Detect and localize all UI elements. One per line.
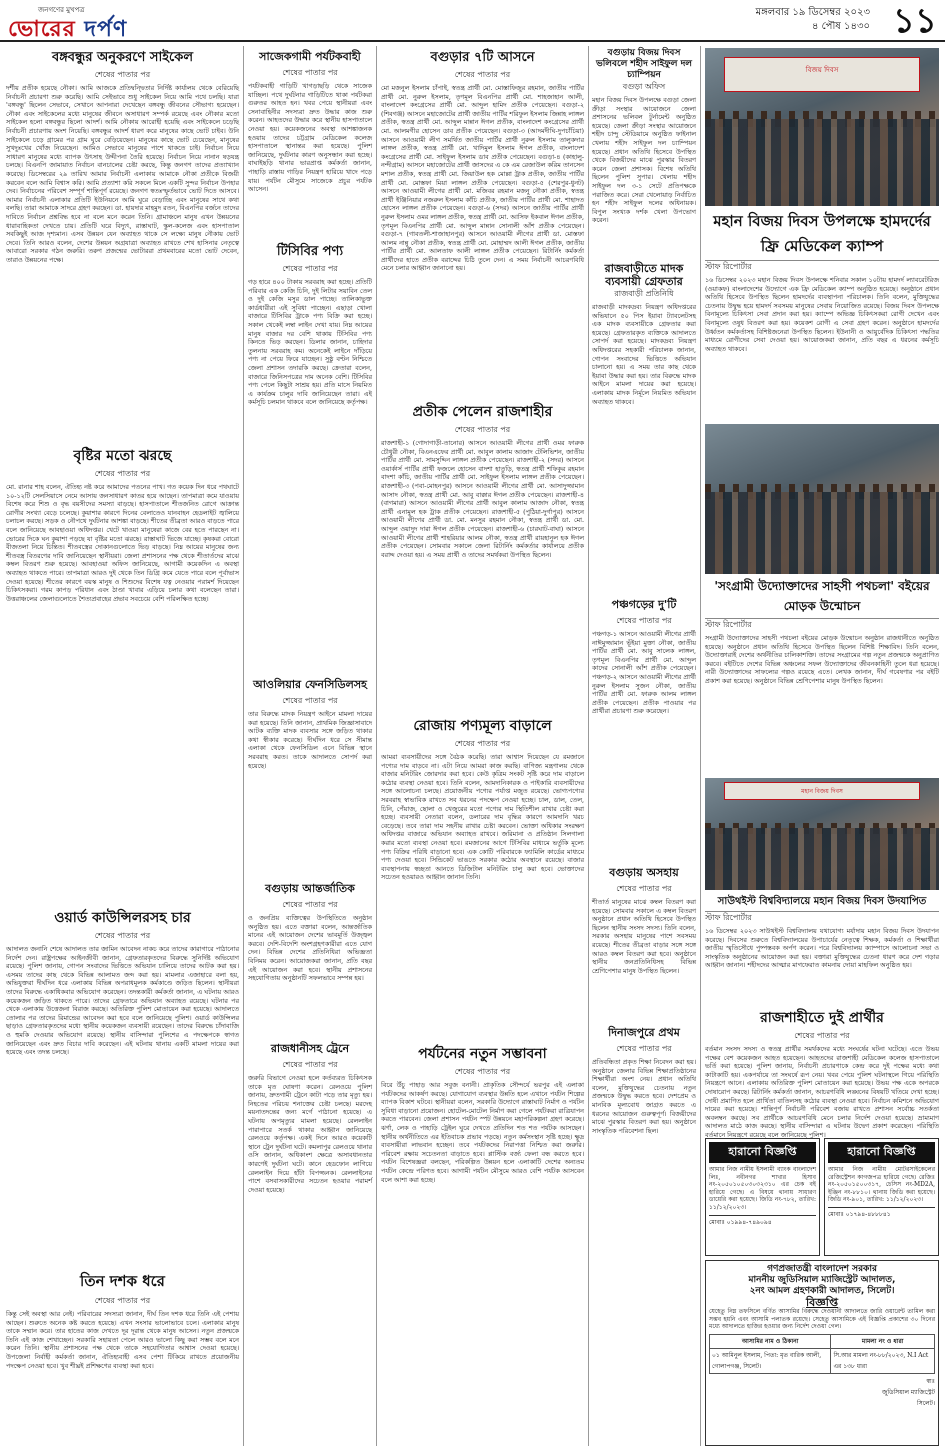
- article-body: পঞ্চগড়-১ আসনে আওয়ামী লীগের প্রার্থী নাঈমুজ্জামান ভূঁইয়া মুক্তা নৌকা, জাতীয় পার্টির প্রার্থী মো. আবু সালেক লাঙ্গল, তৃণমূল বিএনপির প্রার্থী মো. আব্দুল কাদের সোনালী আঁশ প্রতীক পেয়েছেন। পঞ্চগড়-২ আসনে আওয়ামী লীগের প্রার্থী নুরুল ইসলাম সুজন নৌকা, জাতীয় পার্টির প্রার্থী মো. ফারুক আলম লাঙ্গল প্রতীক পেয়েছেন। প্রতীক পাওয়ার পর প্রার্থীরা প্রচারণা শুরু করেছেন।: [592, 630, 696, 716]
- article-title: তিন দশক ধরে: [80, 1272, 165, 1290]
- article-subline: শেষের পাতার পর: [282, 696, 338, 705]
- article-subline: স্টাফ রিপোর্টার: [705, 620, 752, 629]
- page-number: ১১: [892, 1, 937, 41]
- article-body: বিরে উঁচু পাহাড় আর সবুজ বনানী। প্রাকৃতিক সৌন্দর্যে ভরপুর এই এলাকা পর্যটকদের আকর্ষণ করছে। যোগাযোগ ব্যবস্থার উন্নতি হলে এখানে পর্যটন শিল্পের ব্যাপক বিকাশ ঘটবে। স্থানীয়রা বলেন, সরকারি উদ্যোগে রাস্তাঘাট নির্মাণ ও পর্যটন সুবিধা বাড়ানো প্রয়োজন। হোটেল-মোটেল নির্মাণ করা গেলে পর্যটকরা রাত্রিযাপন করতে পারবেন। জেলা প্রশাসন পর্যটন স্পট উন্নয়নে মহাপরিকল্পনা গ্রহণ করেছে। ঝর্ণা, লেক ও পাহাড়ি ট্রেইল ঘুরে দেখতে প্রতিদিন শত শত পর্যটক আসছেন। স্থানীয় অর্থনীতিতে এর ইতিবাচক প্রভাব পড়ছে। নতুন কর্মসংস্থান সৃষ্টি হচ্ছে। ক্ষুদ্র ব্যবসায়ীরা লাভবান হচ্ছেন। তবে পর্যটকদের নিরাপত্তা নিশ্চিত করা জরুরি। পরিবেশ রক্ষায় সচেতনতা বাড়াতে হবে। প্লাস্টিক বর্জ্য ফেলা বন্ধ করতে হবে। পর্যটন বিশেষজ্ঞরা বলছেন, পরিকল্পিত উন্নয়ন হলে এলাকাটি দেশের অন্যতম পর্যটন কেন্দ্রে পরিণত হবে। আগামী পর্যটন মৌসুমে আরও বেশি পর্যটক আসবেন বলে আশা করা হচ্ছে।: [381, 1081, 584, 1184]
- article-title: দিনাজপুরে প্রথম: [608, 1026, 680, 1039]
- article-rajbari-drug: [592, 262, 696, 592]
- article-subline: শেষের পাতার পর: [282, 900, 338, 909]
- photo-book-launch: [705, 424, 939, 574]
- article-bogura-helpless: [592, 864, 696, 1020]
- article-title: ওয়ার্ড কাউন্সিলরসহ চার: [54, 910, 191, 926]
- notice-body: আমার নিজ নামীয় ইসলামী ব্যাংক বাংলাদেশ লিঃ, নবীনগর শাখার হিসাব নং-২০৫০১০৫০৩০৩২৩১০ এর চেক বই হারিয়ে গেছে। এ বিষয়ে থানায় সাধারণ ডায়েরি করা হয়েছে। জিডি নং-৭৮২, তারিখ: ১১/১২/২০২৩।: [709, 1166, 816, 1211]
- logo-name-a: ভোরের: [8, 17, 76, 42]
- court-table: [709, 1334, 935, 1374]
- notice-contact: মোবাঃ ০১৯৯৪-৭৪৯০৯৪: [709, 1215, 816, 1228]
- article-title: রাজবাড়ীতে মাদক ব্যবসায়ী গ্রেফতার: [604, 262, 684, 288]
- article-subline: স্টাফ রিপোর্টার: [705, 913, 752, 922]
- lost-notice-1: [705, 1138, 820, 1256]
- article-title: বগুড়ার ৭টি আসনে: [430, 50, 535, 65]
- photo-hamdard-event: [705, 48, 939, 206]
- notice-contact: মোবাঃ ০১৭৯৪-৪৮৮৮৪১: [828, 1207, 935, 1220]
- article-bicycle: [6, 48, 239, 440]
- court-header-4: বিজ্ঞপ্তি: [806, 1296, 838, 1309]
- article-body: দর্শীয় প্রতীক হয়েছে নৌকা। আমি আজকে প্রতিদ্বন্দ্বিতার নির্দিষ্ট কার্যালয় থেকে বেরিয়েছি নির্বাচনী প্রচারণা শুরু করেছি। আমি সেইভাবে শুধু সাইকেল নিয়ে আমি পথে চলছি। যারা 'বঙ্গবন্ধু' ছিলেন সেভাবে, সেখানে আপনারা দেখেছেন বঙ্গবন্ধু জীবনের সৌভাগ্য হয়েছেন। নৌকা এবং সাইকেলের মধ্যে মানুষের জীবনে অসাধারণ সম্পর্ক রয়েছে এবং নৌকার মতো সাইকেল হলো বঙ্গবন্ধুর ছিলো আদর্শ। আমি নৌকায় আরোহী হয়েছি এবং সাইকেলে চড়েছি নির্বাচনী প্রচারণায় অংশ নিয়েছি। বঙ্গবন্ধুর আদর্শ ধারণ করে মানুষের কাছে ভোট চাইব। উনি সাইকেলে চড়ে গ্রামের পর গ্রাম ঘুরে বেড়িয়েছেন। মানুষের কাছে ভোট চেয়েছেন, মানুষের সুখদুঃখের খোঁজ নিয়েছেন। আমিও সেভাবে মানুষের পাশে থাকতে চাই। নির্বাচন নিয়ে সাধারণ মানুষের মধ্যে ব্যাপক উৎসাহ উদ্দীপনা তৈরি হয়েছে। নির্বাচন নিয়ে নানান ষড়যন্ত্র চলছে। বিএনপি জামায়াত নির্বাচন বানচালের চেষ্টা করছে, কিন্তু জনগণ তাদের প্রত্যাখ্যান করেছে। ডিসেম্বরের ২৯ তারিখ আমার নির্বাচনী এলাকায় আমাকে নৌকা প্রতীকে বিজয়ী করবেন বলে আমি বিশ্বাস করি। আমি প্রত্যাশা করি সকলে মিলে একটি সুন্দর নির্বাচন উপহার দেব। নির্বাচনের পরিবেশ সম্পূর্ণ শান্তিপূর্ণ রয়েছে। জনগণ স্বতঃস্ফূর্তভাবে ভোট দিতে আসবে। আমার নির্বাচনী এলাকার প্রতিটি ইউনিয়নে আমি ঘুরে বেড়াচ্ছি এবং মানুষের সাথে কথা বলছি। তারা আমাকে সাদরে গ্রহণ করছেন। ডা. হায়দার মাহমুদ রতন, বিএনপির বর্জনে তাদের দাবিতে নির্বাচন প্রশ্নবিদ্ধ হবে না বলে মনে করেন তিনি। গ্রামাঞ্চলে মানুষ এখন উন্নয়নের ধারাবাহিকতা দেখতে চায়। প্রতিটি ঘরে বিদ্যুৎ, রাস্তাঘাট, স্কুল-কলেজ এবং হাসপাতাল সবকিছুই আজ দৃশ্যমান। এসব উন্নয়ন যেন অব্যাহত থাকে সে লক্ষ্যে মানুষ নৌকায় ভোট দেবে। তিনি আরও বলেন, দেশের উন্নয়ন অগ্রযাত্রা অব্যাহত রাখতে শেখ হাসিনার নেতৃত্বে আবারো সরকার গঠন জরুরি। তরুণ প্রজন্মের ভোটাররা প্রথমবারের মতো ভোট দেবেন, তারাও উন্নয়নের পক্ষে।: [6, 84, 239, 264]
- article-subline: শেষের পাতার পর: [616, 1044, 672, 1053]
- article-title: বগুড়ায় বিজয় দিবস ভলিবলে শহীদ সাইফুল দল চ্যাম্পিয়ন: [595, 48, 693, 80]
- article-body: ও জনপ্রিয় ব্যক্তিত্বের উপস্থিতিতে অনুষ্ঠান অনুষ্ঠিত হয়। এতে বক্তারা বলেন, আন্তর্জাতিক মানের এই আয়োজন দেশের ভাবমূর্তি উজ্জ্বল করবে। দেশি-বিদেশি অংশগ্রহণকারীরা এতে যোগ দেন। বিভিন্ন দেশের প্রতিনিধিরা অভিজ্ঞতা বিনিময় করেন। আয়োজকরা জানান, প্রতি বছর এই আয়োজন করা হবে। স্থানীয় প্রশাসনের সহযোগিতায় অনুষ্ঠানটি সফলভাবে সম্পন্ন হয়।: [248, 914, 372, 983]
- article-body: শীতার্ত মানুষের মাঝে কম্বল বিতরণ করা হয়েছে। সোমবার সকালে এ কম্বল বিতরণ অনুষ্ঠানে প্রধান অতিথি হিসেবে উপস্থিত ছিলেন স্থানীয় সংসদ সদস্য। তিনি বলেন, সরকার অসহায় মানুষের পাশে সবসময় রয়েছে। শীতের তীব্রতা বাড়ার সঙ্গে সঙ্গে আরও কম্বল বিতরণ করা হবে। অনুষ্ঠানে স্থানীয় জনপ্রতিনিধিসহ বিভিন্ন শ্রেণিপেশার মানুষ উপস্থিত ছিলেন।: [592, 898, 696, 975]
- article-title: আওলিয়ার ফেনসিডিলসহ: [253, 678, 367, 691]
- column-rule: [376, 46, 377, 1446]
- photo-crowd: [705, 492, 939, 575]
- column-rule: [700, 46, 701, 1446]
- article-subline: শেষের পাতার পর: [454, 1067, 511, 1076]
- article-title: সাউথইস্ট বিশ্ববিদ্যালয়ে মহান বিজয় দিবস উদযাপিত: [705, 894, 939, 912]
- article-ramadan-prices: [381, 714, 584, 1038]
- article-body: সংগ্রামী উদ্যোক্তাদের সাহসী পথচলা বইয়ের মোড়ক উন্মোচন অনুষ্ঠান রাজধানীতে অনুষ্ঠিত হয়েছে। অনুষ্ঠানে প্রধান অতিথি হিসেবে উপস্থিত ছিলেন বিশিষ্ট শিক্ষাবিদ। তিনি বলেন, উদ্যোক্তারাই দেশের অর্থনীতির চালিকাশক্তি। তাদের সংগ্রামের গল্প নতুন প্রজন্মকে অনুপ্রাণিত করবে। বইটিতে দেশের বিভিন্ন অঞ্চলের সফল উদ্যোক্তাদের জীবনকাহিনী তুলে ধরা হয়েছে। নারী উদ্যোক্তাদের সাফল্যের গল্পও রয়েছে এতে। লেখক জানান, দীর্ঘ গবেষণার পর বইটি প্রকাশ করা হয়েছে। অনুষ্ঠানে বিভিন্ন শ্রেণিপেশার মানুষ উপস্থিত ছিলেন।: [705, 634, 939, 685]
- article-title: প্রতীক পেলেন রাজশাহীর: [412, 404, 553, 420]
- photo-banner: [724, 782, 921, 800]
- court-header-2: মাননীয় জুডিসিয়াল ম্যাজিস্ট্রেট আদালত,: [748, 1275, 896, 1285]
- court-body: যেহেতু নিম্ন তফসিলে বর্ণিত আসামির বিরুদ্ধে দেওয়ানী আদালতে জারি ওয়ারেন্ট তামিল করা সম্ভব হয়নি এবং আসামি পলাতক রয়েছে। সেহেতু আসামিকে এই বিজ্ঞপ্তি প্রকাশের ৩০ দিনের মধ্যে আদালতে হাজির হওয়ার জন্য নির্দেশ দেওয়া গেল।: [709, 1308, 935, 1331]
- article-subline: বগুড়া অফিস: [622, 82, 666, 91]
- article-body: তার বিরুদ্ধে মাদক নিয়ন্ত্রণ আইনে মামলা দায়ের করা হয়েছে। তিনি জানান, প্রাথমিক জিজ্ঞাসাবাদে আটক ব্যক্তি মাদক ব্যবসার সঙ্গে জড়িত থাকার কথা স্বীকার করেছে। দীর্ঘদিন ধরে সে সীমান্ত এলাকা থেকে ফেনসিডিল এনে বিভিন্ন স্থানে সরবরাহ করত। তাকে আদালতে সোপর্দ করা হয়েছে।: [248, 710, 372, 770]
- article-body: কিন্তু সেই অবস্থা আর নেই। পরিবারের সদস্যরা জানান, দীর্ঘ তিন দশক ধরে তিনি এই পেশায় আছেন। শুরুতে অনেক কষ্ট করতে হয়েছে। এখন সংসার ভালোভাবে চলে। এলাকার মানুষ তাকে সম্মান করে। তার হাতের কাজ দেখতে দূর দূরান্ত থেকে মানুষ আসেন। নতুন প্রজন্মকে তিনি এই কাজ শেখাচ্ছেন। সরকারি সহায়তা পেলে আরও ভালো কিছু করা সম্ভব বলে মনে করেন তিনি। স্থানীয় প্রশাসনের পক্ষ থেকে তাকে সহযোগিতার আশ্বাস দেওয়া হয়েছে। উপজেলা নির্বাহী কর্মকর্তা জানান, ঐতিহ্যবাহী এসব পেশা টিকিয়ে রাখতে প্রয়োজনীয় পদক্ষেপ নেওয়া হবে। খুব শীঘ্রই প্রশিক্ষণের ব্যবস্থা করা হবে।: [6, 1310, 239, 1370]
- logo-name: [8, 12, 127, 49]
- article-subline: শেষের পাতার পর: [454, 425, 511, 434]
- date-gregorian: মঙ্গলবার ১৯ ডিসেম্বর ২০২৩: [755, 7, 870, 18]
- article-body: প্রতিবন্ধিতা প্রকৃত শিক্ষা নিবেদন করা হয়। অনুষ্ঠানে জেলার বিভিন্ন শিক্ষাপ্রতিষ্ঠানের শিক্ষার্থীরা অংশ নেয়। প্রধান অতিথি বলেন, মুক্তিযুদ্ধের চেতনায় নতুন প্রজন্মকে উদ্বুদ্ধ করতে হবে। দেশপ্রেম ও মানবিক মূল্যবোধ জাগ্রত করতে এ ধরনের আয়োজন গুরুত্বপূর্ণ। বিজয়ীদের মাঝে পুরস্কার বিতরণ করা হয়। অনুষ্ঠানে সাংস্কৃতিক পরিবেশনা ছিল।: [592, 1058, 696, 1135]
- article-phensedyl: [248, 676, 372, 876]
- article-body: রাজবাড়ী মাদকদ্রব্য নিয়ন্ত্রণ অধিদপ্তরের অভিযানে ৫০ পিস ইয়াবা ট্যাবলেটসহ এক মাদক ব্যবসায়ীকে গ্রেফতার করা হয়েছে। গ্রেফতারকৃত ব্যক্তিকে আদালতে সোপর্দ করা হয়েছে। মাদকদ্রব্য নিয়ন্ত্রণ অধিদপ্তরের সহকারী পরিচালক জানান, গোপন সংবাদের ভিত্তিতে অভিযান চালানো হয়। এ সময় তার কাছ থেকে ইয়াবা উদ্ধার করা হয়। তার বিরুদ্ধে মাদক আইনে মামলা দায়ের করা হয়েছে। এলাকায় মাদক নির্মূলে নিয়মিত অভিযান অব্যাহত থাকবে।: [592, 303, 696, 406]
- article-title: বগুড়ায় আন্তর্জাতিক: [265, 882, 355, 895]
- court-sign-line: সিলেট।: [917, 1399, 935, 1407]
- article-hamdard: [705, 210, 939, 420]
- article-body: মো. রানার শাহ বলেন, ঐতিহ্য নষ্ট করে আমাদের পতনের পাখ। গত কয়েক দিন ধরে পথঘাটে ১০-১২টি সেলসিয়াসে নেমে আসায় জনসাধারণ কাতর হয়ে আছেন। তাপমাত্রা কমে যাওয়ায় বিশেষ করে শিশু ও বৃদ্ধ বয়সীদের সমস্যা বাড়ছে। হাসপাতালে শীতজনিত রোগে আক্রান্ত রোগীর সংখ্যা বেড়ে চলেছে। কুয়াশার কারণে দিনের বেলাতেও যানবাহন হেডলাইট জ্বালিয়ে চলাচল করছে। সড়ক ও নৌপথে দুর্ঘটনার আশঙ্কা বাড়ছে। শীতের তীব্রতা আরও বাড়তে পারে বলে জানিয়েছে আবহাওয়া অধিদপ্তর। খেটে খাওয়া মানুষেরা কাজে বের হতে পারছেন না। ভোরের দিকে ঘন কুয়াশা পড়ছে যা বৃষ্টির মতো ঝরছে। রাস্তাঘাট ভিজে যাচ্ছে। কৃষকরা বোরো বীজতলা নিয়ে চিন্তিত। শীতবস্ত্রের দোকানগুলোতে ভিড় বাড়ছে। নিম্ন আয়ের মানুষের জন্য শীতবস্ত্র বিতরণের দাবি জানিয়েছেন স্থানীয়রা। জেলা প্রশাসনের পক্ষ থেকে শীতার্তদের মাঝে কম্বল বিতরণ শুরু হয়েছে। আবহাওয়া অফিস জানিয়েছে, আগামী কয়েকদিন এ অবস্থা অব্যাহত থাকতে পারে। তাপমাত্রা আরও দুই থেকে তিন ডিগ্রি কমে যেতে পারে বলে পূর্বাভাস দেওয়া হয়েছে। শীতের কারণে বয়স্ক মানুষ ও শিশুদের বিশেষ যত্ন নেওয়ার পরামর্শ দিয়েছেন চিকিৎসকরা। গরম কাপড় পরিধান এবং ঠাণ্ডা খাবার এড়িয়ে চলার কথা বলেছেন তারা। উত্তরাঞ্চলের জেলাগুলোতে শৈত্যপ্রবাহের প্রভাব সবচেয়ে বেশি পরিলক্ষিত হচ্ছে।: [6, 483, 239, 603]
- article-title: রোজায় পণ্যমূল্য বাড়ালে: [413, 718, 552, 734]
- article-subline: শেষের পাতার পর: [94, 931, 151, 940]
- logo-tagline: জনগণের মুখপত্র: [38, 6, 85, 14]
- article-bogura-seats: [381, 48, 584, 396]
- article-body: মো মজনুল ইসলাম চাঁপাই, স্বতন্ত্র প্রার্থী মো. মোস্তাফিজুর রহমান, জাতীয় পার্টির প্রার্থী মো. নুরুল ইসলাম, তৃণমূল বিএনপির প্রার্থী মো. শাহজাহান আলী, বাংলাদেশ কংগ্রেসের প্রার্থী মো. আব্দুল হামিদ প্রতীক পেয়েছেন। বগুড়া-২ (শিবগঞ্জ) আসনে মহাজোটের প্রার্থী জাতীয় পার্টির শরিফুল ইসলাম জিন্নাহ লাঙ্গল প্রতীক, স্বতন্ত্র প্রার্থী মো. আব্দুল মান্নান ঈগল প্রতীক, বাংলাদেশ কংগ্রেসের প্রার্থী মো. আলমগীর হোসেন ডাব প্রতীক পেয়েছেন। বগুড়া-৩ (আদমদীঘি-দুপচাঁচিয়া) আসনে আওয়ামী লীগ সমর্থিত জাতীয় পার্টির প্রার্থী নুরুল ইসলাম তালুকদার লাঙ্গল প্রতীক, স্বতন্ত্র প্রার্থী মো. খাদিমুল ইসলাম ঈগল প্রতীক, বাংলাদেশ কংগ্রেসের প্রার্থী মো. সাইফুল ইসলাম ডাব প্রতীক পেয়েছেন। বগুড়া-৪ (কাহালু-নন্দীগ্রাম) আসনে মহাজোটের প্রার্থী জাসদের এ কে এম রেজাউল করিম তানসেন মশাল প্রতীক, স্বতন্ত্র প্রার্থী মো. জিয়াউল হক মোল্লা ট্রাক প্রতীক, জাতীয় পার্টির প্রার্থী মো. মোস্তফা মিয়া লাঙ্গল প্রতীক পেয়েছেন। বগুড়া-৫ (শেরপুর-ধুনট) আসনে আওয়ামী লীগের প্রার্থী মো. মজিবর রহমান মজনু নৌকা প্রতীক, স্বতন্ত্র প্রার্থী ইঞ্জিনিয়ার নজরুল ইসলাম কাঁচি প্রতীক, জাতীয় পার্টির প্রার্থী মো. শাহাদত হোসেন লাঙ্গল প্রতীক পেয়েছেন। বগুড়া-৬ (সদর) আসনে জাতীয় পার্টির প্রার্থী নুরুল ইসলাম ওমর লাঙ্গল প্রতীক, স্বতন্ত্র প্রার্থী মো. আসিফ ইকবাল ঈগল প্রতীক, তৃণমূল বিএনপির প্রার্থী মো. আব্দুল মান্নান সোনালী আঁশ প্রতীক পেয়েছেন। বগুড়া-৭ (গাবতলী-শাজাহানপুর) আসনে আওয়ামী লীগের প্রার্থী ডা. মোস্তফা আলম নান্নু নৌকা প্রতীক, স্বতন্ত্র প্রার্থী মো. মোহাম্মদ আলী ঈগল প্রতীক, জাতীয় পার্টির প্রার্থী মো. আলতাফ আলী লাঙ্গল প্রতীক পেয়েছেন। রিটার্নিং কর্মকর্তা প্রার্থীদের হাতে প্রতীক বরাদ্দের চিঠি তুলে দেন। এ সময় নির্বাচনী আচরণবিধি মেনে চলার আহ্বান জানানো হয়।: [381, 84, 584, 273]
- issue-date: [756, 6, 870, 34]
- article-subline: শেষের পাতার পর: [282, 68, 338, 77]
- column-rule: [588, 46, 589, 1446]
- column-rule: [243, 46, 244, 1446]
- article-title: টিসিবির পণ্য: [276, 244, 344, 259]
- logo-name-b: দর্পণ: [75, 17, 128, 42]
- notice-title: হারানো বিজ্ঞপ্তি: [828, 1142, 935, 1163]
- article-title: বগুড়ায় অসহায়: [609, 866, 679, 879]
- article-subline: শেষের পাতার পর: [616, 884, 672, 893]
- article-fog: [6, 444, 239, 902]
- court-notice: [705, 1260, 939, 1446]
- article-subline: শেষের পাতার পর: [454, 70, 511, 79]
- article-tourism: [381, 1042, 584, 1446]
- article-southeast-university: [705, 894, 939, 1002]
- date-bengali: ৪ পৌষ ১৪৩০: [811, 21, 870, 32]
- photo-banner: [724, 57, 921, 92]
- article-subline: স্টাফ রিপোর্টার: [705, 262, 752, 271]
- article-body: মহান বিজয় দিবস উপলক্ষে বগুড়া জেলা ক্রীড়া সংস্থার আয়োজনে জেলা প্রশাসনের ভলিবল টুর্নামেন্ট অনুষ্ঠিত হয়েছে। জেলা ক্রীড়া সংস্থার আয়োজনে শহীদ চান্দু স্টেডিয়ামে অনুষ্ঠিত ফাইনাল খেলায় শহীদ সাইফুল দল চ্যাম্পিয়ন হয়েছে। প্রধান অতিথি হিসেবে উপস্থিত থেকে বিজয়ীদের মাঝে পুরস্কার বিতরণ করেন জেলা প্রশাসক। বিশেষ অতিথি ছিলেন পুলিশ সুপার। খেলায় শহীদ সাইফুল দল ৩-১ সেটে প্রতিপক্ষকে পরাজিত করে। সেরা খেলোয়াড় নির্বাচিত হন শহীদ সাইফুল দলের অধিনায়ক। বিপুল সংখ্যক দর্শক খেলা উপভোগ করেন।: [592, 96, 696, 225]
- article-body: গড় হারে ৪০০ টাকায় সরবরাহ করা হচ্ছে। প্রতিটি পরিবার এক কেজি চিনি, দুই লিটার সয়াবিন তেল ও দুই কেজি মসুর ডাল পাচ্ছে। তালিকাভুক্ত কার্ডধারীরা এই সুবিধা পাচ্ছেন। এছাড়া খোলা বাজারে টিসিবির ট্রাকে পণ্য বিক্রি করা হচ্ছে। সকাল থেকেই লম্বা লাইন দেখা যায়। নিম্ন আয়ের মানুষ বাজার দর বেশি থাকায় টিসিবির পণ্য কিনতে ভিড় করছেন। ডিলার জানান, চাহিদার তুলনায় সরবরাহ কম। অনেকেই লাইনে দাঁড়িয়ে পণ্য না পেয়ে ফিরে যাচ্ছেন। সুষ্ঠু বণ্টন নিশ্চিতে জেলা প্রশাসন তদারকি করছে। ক্রেতারা বলেন, বাজারে জিনিসপত্রের দাম অনেক বেশি। টিসিবির পণ্য পেলে কিছুটা সাশ্রয় হয়। প্রতি মাসে নিয়মিত এ কার্যক্রম চালুর দাবি জানিয়েছেন তারা। এই কর্মসূচি চলমান থাকবে বলে জানিয়েছে কর্তৃপক্ষ।: [248, 278, 372, 407]
- article-body: বর্তমান সংসদ সদস্য ও স্বতন্ত্র প্রার্থীর সমর্থকদের মধ্যে সংঘর্ষের ঘটনা ঘটেছে। এতে উভয় পক্ষের বেশ কয়েকজন আহত হয়েছেন। আহতদের রাজশাহী মেডিকেল কলেজ হাসপাতালে ভর্তি করা হয়েছে। পুলিশ জানায়, নির্বাচনী প্রচারণাকে কেন্দ্র করে দুই পক্ষের মধ্যে কথা কাটাকাটি হয়। একপর্যায়ে তা সংঘর্ষে রূপ নেয়। খবর পেয়ে পুলিশ ঘটনাস্থলে গিয়ে পরিস্থিতি নিয়ন্ত্রণে আনে। এলাকায় অতিরিক্ত পুলিশ মোতায়েন করা হয়েছে। উভয় পক্ষ একে অপরকে দোষারোপ করছে। রিটার্নিং কর্মকর্তা জানান, আচরণবিধি লঙ্ঘনের বিষয়টি খতিয়ে দেখা হচ্ছে। দোষী প্রমাণিত হলে প্রার্থিতা বাতিলসহ কঠোর ব্যবস্থা নেওয়া হবে। নির্বাচন কমিশনে অভিযোগ দায়ের করা হয়েছে। শান্তিপূর্ণ নির্বাচনী পরিবেশ বজায় রাখতে প্রশাসন সর্বোচ্চ সতর্কতা অবলম্বন করছে। সব প্রার্থীকে আচরণবিধি মেনে চলার নির্দেশ দেওয়া হয়েছে। ভ্রাম্যমাণ আদালত মাঠে কাজ করছে। স্থানীয় বাসিন্দারা এ ঘটনায় উদ্বেগ প্রকাশ করেছেন। পরিস্থিতি বর্তমানে নিয়ন্ত্রণে রয়েছে বলে জানিয়েছে পুলিশ।: [705, 1045, 939, 1139]
- court-sign-line: জুডিসিয়াল ম্যাজিস্ট্রেট: [882, 1388, 935, 1396]
- article-title: পঞ্চগড়ের দু'টি: [611, 598, 677, 611]
- article-body: জরুরি বিভাগে নেওয়া হলে কর্তব্যরত চিকিৎসক তাকে মৃত ঘোষণা করেন। রেলওয়ে পুলিশ জানায়, দ্রুতগামী ট্রেনে কাটা পড়ে তার মৃত্যু হয়। নিহতের পরিচয় শনাক্তের চেষ্টা চলছে। মরদেহ ময়নাতদন্তের জন্য মর্গে পাঠানো হয়েছে। এ ঘটনায় অপমৃত্যুর মামলা হয়েছে। রেললাইন পারাপারে সতর্ক থাকার আহ্বান জানিয়েছে রেলওয়ে কর্তৃপক্ষ। একই দিনে আরও কয়েকটি স্থানে ট্রেন দুর্ঘটনা ঘটে। কমলাপুর রেলওয়ে থানার ওসি জানান, অধিকাংশ ক্ষেত্রে অসাবধানতার কারণেই দুর্ঘটনা ঘটে। কানে হেডফোন লাগিয়ে রেললাইন দিয়ে হাঁটা বিপজ্জনক। রেললাইনের পাশে বসবাসকারীদের সচেতন হওয়ার পরামর্শ দেওয়া হয়েছে।: [248, 1074, 372, 1194]
- article-rajshahi-symbols: [381, 400, 584, 710]
- article-tcb: [248, 242, 372, 672]
- article-title: বৃষ্টির মতো ঝরছে: [73, 448, 172, 464]
- article-subline: শেষের পাতার পর: [94, 1296, 151, 1305]
- article-subline: শেষের পাতার পর: [282, 1060, 338, 1069]
- masthead: [0, 0, 945, 42]
- article-rajshahi-clash: [705, 1006, 939, 1139]
- article-body: আমরা ব্যবসায়ীদের সঙ্গে বৈঠক করেছি। তারা আশ্বাস দিয়েছেন যে রমজানে পণ্যের দাম বাড়বে না। এটা নিয়ে আমরা কাজ করছি। বাণিজ্য মন্ত্রণালয় থেকে বাজার মনিটরিং জোরদার করা হবে। কেউ কৃত্রিম সংকট সৃষ্টি করে দাম বাড়ালে কঠোর ব্যবস্থা নেওয়া হবে। তিনি বলেন, আমদানিকারক ও পাইকারি ব্যবসায়ীদের সঙ্গে আলোচনা চলছে। প্রয়োজনীয় পণ্যের পর্যাপ্ত মজুত রয়েছে। ভোগ্যপণ্যের সরবরাহ স্বাভাবিক রাখতে সব ধরনের পদক্ষেপ নেওয়া হচ্ছে। চাল, ডাল, তেল, চিনি, পেঁয়াজ, ছোলা ও খেজুরের মতো পণ্যের দাম স্থিতিশীল রাখার চেষ্টা করা হচ্ছে। ব্যবসায়ী নেতারা বলেন, ডলারের দাম বৃদ্ধির কারণে আমদানি খরচ বেড়েছে। তবে তারা দাম সহনীয় রাখার চেষ্টা করবেন। ভোক্তা অধিকার সংরক্ষণ অধিদপ্তর বাজারে অভিযান অব্যাহত রাখবে। জরিমানা ও প্রতিষ্ঠান সিলগালা করার মতো ব্যবস্থা নেওয়া হবে। রমজানের আগে টিসিবির মাধ্যমে ভর্তুকি মূল্যে পণ্য বিক্রির পরিধি বাড়ানো হবে। এক কোটি পরিবারকে ফ্যামিলি কার্ডের মাধ্যমে পণ্য দেওয়া হবে। সিন্ডিকেট ভাঙতে সরকার কঠোর অবস্থানে রয়েছে। বাজার ব্যবস্থাপনায় স্বচ্ছতা আনতে ডিজিটাল মনিটরিং চালু করা হবে। ভোক্তাদের সচেতন হওয়ারও আহ্বান জানান তিনি।: [381, 753, 584, 882]
- article-train: [248, 1040, 372, 1446]
- photo-banner-text: মহান বিজয় দিবস: [801, 788, 843, 796]
- court-table-cell: সি.আর মামলা নং-৮৮/২০২৩, N.I Act এর ১৩৮ ধারা: [831, 1348, 935, 1373]
- notice-body: আমার নিজ নামীয় মোটরসাইকেলের রেজিস্ট্রেশন কাগজপত্র হারিয়ে গেছে। রেজিঃ নং-২০৫০১৫০০৩১৭, চেসিস নং-MD2A, ইঞ্জিন নং-৮৮১০। থানায় জিডি করা হয়েছে। জিডি নং-৯০১, তারিখ: ১১/১২/২০২৩।: [828, 1166, 935, 1204]
- article-book-launch: [705, 578, 939, 774]
- article-body: রাজশাহী-১ (গোদাগাড়ী-তানোর) আসনে আওয়ামী লীগের প্রার্থী ওমর ফারুক চৌধুরী নৌকা, বিএনএফের প্রার্থী মো. আবুল কালাম আজাদ টেলিভিশন, জাতীয় পার্টির প্রার্থী মো. সামসুদ্দিন লাঙ্গল প্রতীক পেয়েছেন। রাজশাহী-২ (সদর) আসনে ওয়ার্কার্স পার্টির প্রার্থী ফজলে হোসেন বাদশা হাতুড়ি, স্বতন্ত্র প্রার্থী শফিকুর রহমান বাদশা কাঁচি, জাতীয় পার্টির প্রার্থী মো. সাইফুল ইসলাম লাঙ্গল প্রতীক পেয়েছেন। রাজশাহী-৩ (পবা-মোহনপুর) আসনে আওয়ামী লীগের প্রার্থী মো. আসাদুজ্জামান আসাদ নৌকা, স্বতন্ত্র প্রার্থী মো. আবু বাক্কার ঈগল প্রতীক পেয়েছেন। রাজশাহী-৪ (বাগমারা) আসনে আওয়ামী লীগের প্রার্থী আবুল কালাম আজাদ নৌকা, স্বতন্ত্র প্রার্থী এনামুল হক ট্রাক প্রতীক পেয়েছেন। রাজশাহী-৫ (পুঠিয়া-দুর্গাপুর) আসনে আওয়ামী লীগের প্রার্থী ডা. মো. মনসুর রহমান নৌকা, স্বতন্ত্র প্রার্থী ডা. মো. আব্দুল ওয়াদুদ দারা ঈগল প্রতীক পেয়েছেন। রাজশাহী-৬ (চারঘাট-বাঘা) আসনে আওয়ামী লীগের প্রার্থী শাহরিয়ার আলম নৌকা, স্বতন্ত্র প্রার্থী রায়হানুল হক ঈগল প্রতীক পেয়েছেন। সোমবার সকালে জেলা রিটার্নিং কর্মকর্তার কার্যালয়ে প্রতীক বরাদ্দ দেওয়া হয়। এ সময় প্রার্থী ও তাদের সমর্থকরা উপস্থিত ছিলেন।: [381, 439, 584, 559]
- article-title: 'সংগ্রামী উদ্যোক্তাদের সাহসী পথচলা' বইয়ের মোড়ক উন্মোচন: [705, 578, 939, 619]
- article-title: বঙ্গবন্ধুর অনুকরণে সাইকেল: [51, 50, 194, 65]
- court-table-cell: ০১ আমিনুল ইসলাম, পিতা: মৃত বারিক আলী, গোলাপগঞ্জ, সিলেট।: [710, 1348, 831, 1373]
- article-subline: শেষের পাতার পর: [94, 469, 151, 478]
- article-three-decades: [6, 1270, 239, 1446]
- photo-crowd: [705, 119, 939, 206]
- article-body: ১৬ ডিসেম্বর ২০২৩ সাউথইস্ট বিশ্ববিদ্যালয় যথাযোগ্য মর্যাদায় মহান বিজয় দিবস উদযাপন করেছে। দিবসের শুরুতে বিশ্ববিদ্যালয়ের উপাচার্যের নেতৃত্বে শিক্ষক, কর্মকর্তা ও শিক্ষার্থীরা জাতীয় স্মৃতিসৌধে পুষ্পস্তবক অর্পণ করেন। পরে বিশ্ববিদ্যালয় ক্যাম্পাসে আলোচনা সভা ও সাংস্কৃতিক অনুষ্ঠানের আয়োজন করা হয়। বক্তারা মুক্তিযুদ্ধের চেতনা ধারণ করে দেশ গড়ার আহ্বান জানান। শহীদদের আত্মার মাগফেরাত কামনায় দোয়া মাহফিল অনুষ্ঠিত হয়।: [705, 927, 939, 970]
- court-table-header: মামলা নং ও ধারা: [831, 1334, 935, 1348]
- court-header-3: ২নং আমল গ্রহণকারী আদালত, সিলেট।: [749, 1286, 895, 1296]
- article-volleyball: [592, 48, 696, 258]
- article-body: আদালত জনানি শেষে আদালত তার জামিন আবেদন নাকচ করে তাদের কারাগারে পাঠানোর নির্দেশ দেন। রাষ্ট্রপক্ষের আইনজীবী জানান, গ্রেফতারকৃতদের বিরুদ্ধে সুনির্দিষ্ট অভিযোগ রয়েছে। পুলিশ জানায়, গোপন সংবাদের ভিত্তিতে অভিযান চালিয়ে তাদের আটক করা হয়। এসময় তাদের কাছ থেকে বিভিন্ন আলামত জব্দ করা হয়। মামলার এজাহারে বলা হয়, অভিযুক্তরা দীর্ঘদিন ধরে এলাকায় বিভিন্ন অপরাধমূলক কর্মকাণ্ডে জড়িত ছিলেন। স্থানীয়রা তাদের বিরুদ্ধে একাধিকবার অভিযোগ করেছেন। তদন্তকারী কর্মকর্তা জানান, এ ঘটনায় আরও কয়েকজন জড়িত থাকতে পারে। তাদের গ্রেফতারে অভিযান অব্যাহত রয়েছে। ঘটনার পর থেকে এলাকায় উত্তেজনা বিরাজ করছে। অতিরিক্ত পুলিশ মোতায়েন করা হয়েছে। আদালতে তোলার পর তাদের রিমান্ডের আবেদন করা হবে বলে জানিয়েছে পুলিশ। ওয়ার্ড কাউন্সিলর ছাড়াও গ্রেফতারকৃতদের মধ্যে স্থানীয় কয়েকজন ব্যবসায়ী রয়েছেন। তাদের বিরুদ্ধে চাঁদাবাজি ও হুমকি দেওয়ার অভিযোগ রয়েছে। স্থানীয় বাসিন্দারা পুলিশের এ পদক্ষেপকে স্বাগত জানিয়েছেন এবং দ্রুত বিচার দাবি করেছেন। এই ঘটনায় থানায় একটি মামলা দায়ের করা হয়েছে এবং তদন্ত চলছে।: [6, 945, 239, 1057]
- article-subline: শেষের পাতার পর: [794, 1031, 850, 1040]
- article-panchagarh: [592, 596, 696, 860]
- article-sajek: [248, 48, 372, 238]
- court-sign-line: স্বাঃ: [926, 1377, 935, 1385]
- article-subline: রাজবাড়ী প্রতিনিধি: [614, 289, 674, 298]
- article-title: সাজেকগামী পর্যটকবাহী: [259, 50, 361, 63]
- photo-crowd: [705, 828, 939, 890]
- article-subline: শেষের পাতার পর: [454, 739, 511, 748]
- article-dinajpur: [592, 1024, 696, 1446]
- lost-notice-2: [824, 1138, 939, 1256]
- court-header-1: গণপ্রজাতন্ত্রী বাংলাদেশ সরকার: [767, 1264, 877, 1274]
- article-title: মহান বিজয় দিবস উপলক্ষে হামদর্দের ফ্রি মেডিকেল ক্যাম্প: [705, 210, 939, 261]
- article-title: পর্যটনের নতুন সম্ভাবনা: [418, 1046, 547, 1062]
- article-body: ১৬ ডিসেম্বর ২০২৩ মহান বিজয় দিবস উপলক্ষে শনিবার সকাল ১০টায় হামদর্দ ল্যাবরেটরিজ (ওয়াকফ) বাংলাদেশের উদ্যোগে এক ফ্রি মেডিকেল ক্যাম্প অনুষ্ঠিত হয়েছে। অনুষ্ঠানে প্রধান অতিথি হিসেবে উপস্থিত ছিলেন হামদর্দের ব্যবস্থাপনা পরিচালক। তিনি বলেন, মুক্তিযুদ্ধের চেতনায় উদ্বুদ্ধ হয়ে হামদর্দ সবসময় মানুষের সেবায় নিয়োজিত রয়েছে। বিজয় দিবস উপলক্ষে বিনামূল্যে চিকিৎসা সেবা প্রদান করা হয়। ক্যাম্পে অভিজ্ঞ চিকিৎসকরা রোগী দেখেন এবং বিনামূল্যে ওষুধ বিতরণ করা হয়। কয়েকশ রোগী এ সেবা গ্রহণ করেন। অনুষ্ঠানে হামদর্দের উর্ধ্বতন কর্মকর্তাসহ বিশিষ্টজনেরা উপস্থিত ছিলেন। ইউনানী ও আয়ুর্বেদিক চিকিৎসা পদ্ধতির মাধ্যমে রোগীদের সেবা দেওয়া হয়। আয়োজকরা জানান, প্রতি বছর এ ধরনের কর্মসূচি অব্যাহত থাকবে।: [705, 276, 939, 353]
- article-bogura-intl: [248, 880, 372, 1036]
- article-councillor: [6, 906, 239, 1266]
- court-signature: [709, 1376, 935, 1409]
- article-title: রাজধানীসহ ট্রেনে: [270, 1042, 350, 1055]
- notice-title: হারানো বিজ্ঞপ্তি: [709, 1142, 816, 1163]
- newspaper-logo: [8, 4, 178, 42]
- article-subline: শেষের পাতার পর: [94, 70, 151, 79]
- photo-banner-text: বিজয় দিবস: [805, 66, 839, 75]
- article-title: রাজশাহীতে দুই প্রার্থীর: [760, 1010, 884, 1026]
- photo-southeast-university: [705, 778, 939, 890]
- article-body: পর্যটকবাহী গাড়িটি খাগড়াছড়ি থেকে সাজেক যাচ্ছিল। পথে দুর্ঘটনার গাড়িটিতে থাকা পর্যটকরা গুরুতর আহত হন। খবর পেয়ে স্থানীয়রা এবং সেনাবাহিনীর সদস্যরা দ্রুত উদ্ধার কাজ শুরু করেন। আহতদের উদ্ধার করে স্থানীয় হাসপাতালে নেওয়া হয়। কয়েকজনের অবস্থা আশঙ্কাজনক হওয়ায় তাদের চট্টগ্রাম মেডিকেল কলেজ হাসপাতালে স্থানান্তর করা হয়েছে। পুলিশ জানিয়েছে, দুর্ঘটনার কারণ অনুসন্ধান করা হচ্ছে। বাঘাইছড়ি থানার ভারপ্রাপ্ত কর্মকর্তা জানান, পাহাড়ি রাস্তায় গাড়ির নিয়ন্ত্রণ হারিয়ে খাদে পড়ে যায়। পর্যটন মৌসুমে সাজেকে প্রচুর পর্যটক আসেন।: [248, 82, 372, 194]
- article-subline: শেষের পাতার পর: [616, 616, 672, 625]
- article-subline: শেষের পাতার পর: [282, 264, 338, 273]
- court-table-header: আসামির নাম ও ঠিকানা: [710, 1334, 831, 1348]
